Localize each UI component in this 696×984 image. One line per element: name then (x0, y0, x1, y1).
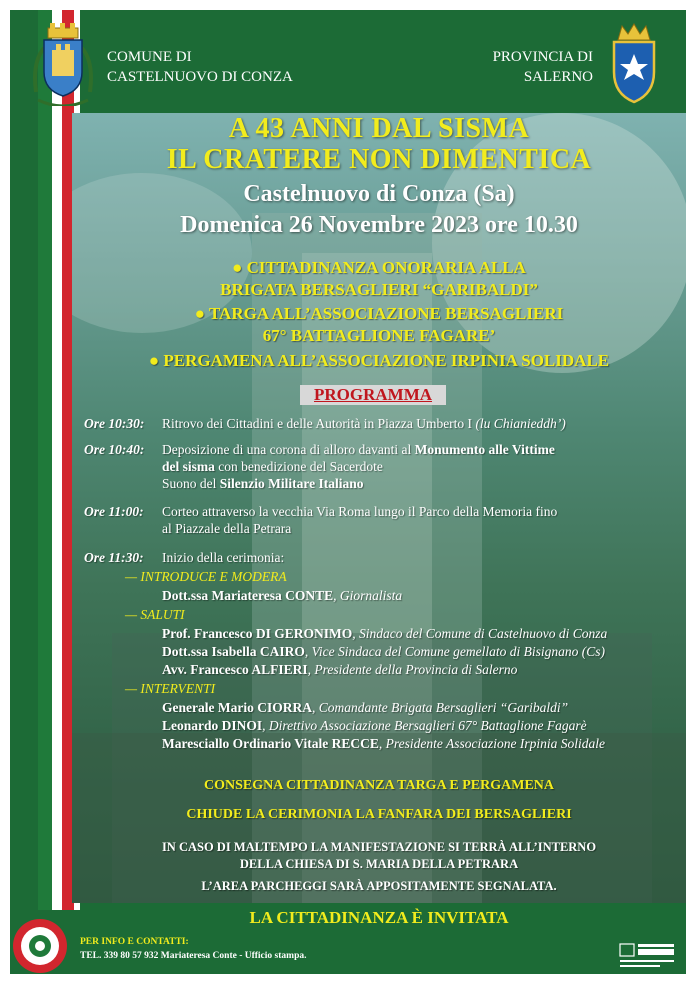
title-line2: IL CRATERE NON DIMENTICA (166, 144, 592, 175)
program-row (162, 441, 555, 458)
participant-role: , Direttivo Associazione Bersaglieri 67° Battaglione Fagarè (262, 718, 587, 733)
participant-name: Leonardo DINOI (162, 718, 263, 733)
bullet-line: BRIGATA BERSAGLIERI “GARIBALDI” (220, 280, 538, 299)
program-text-bold: Silenzio Militare Italiano (219, 476, 364, 491)
program-text: con benedizione del Sacerdote (218, 459, 383, 474)
castelnuovo-crest-icon (30, 22, 96, 106)
program-text-bold: del sisma (162, 459, 215, 474)
info-label: PER INFO E CONTATTI: (80, 937, 189, 947)
bullet-line: ● PERGAMENA ALL’ASSOCIAZIONE IRPINIA SOLIDALE (148, 351, 610, 370)
bullet-line: 67° BATTAGLIONE FAGARE’ (262, 326, 496, 345)
invitation-banner: LA CITTADINANZA È INVITATA (249, 908, 509, 927)
participant-name: Dott.ssa Mariateresa CONTE (162, 588, 334, 603)
comune-heading (107, 47, 293, 87)
participant-role: , Comandante Brigata Bersaglieri “Garibaldi” (311, 700, 569, 715)
provincia-heading (493, 47, 593, 87)
time-label: Ore 10:30: (84, 416, 145, 431)
participant-row (162, 625, 607, 642)
comune-line1: COMUNE DI (107, 49, 192, 65)
participant-row (162, 661, 517, 678)
participant-row (162, 587, 402, 604)
program-row (162, 475, 364, 492)
ribbon-green (38, 10, 52, 910)
main-panel (72, 113, 686, 903)
provincia-line2: SALERNO (523, 69, 593, 85)
weather-note: IN CASO DI MALTEMPO LA MANIFESTAZIONE SI TERRÀ ALL’INTERNO (161, 840, 597, 854)
time-label: Ore 11:30: (84, 550, 144, 565)
program-row (162, 458, 383, 475)
info-contact: TEL. 339 80 57 932 Mariateresa Conte - Ufficio stampa. (80, 951, 307, 961)
participant-role: , Giornalista (333, 588, 403, 603)
program-text-bold: Monumento alle Vittime (414, 442, 555, 457)
participant-role: , Sindaco del Comune di Castelnuovo di Conza (352, 626, 608, 641)
participant-role: , Presidente Associazione Irpinia Solidale (378, 736, 605, 751)
participant-row (162, 699, 568, 716)
participant-row (162, 717, 587, 734)
closing-line: CONSEGNA CITTADINANZA TARGA E PERGAMENA (203, 778, 555, 793)
program-row: al Piazzale della Petrara (162, 521, 292, 536)
parking-note: L’AREA PARCHEGGI SARÀ APPOSITAMENTE SEGNALATA. (201, 879, 557, 893)
bullet-line: ● CITTADINANZA ONORARIA ALLA (232, 258, 526, 277)
event-place: Castelnuovo di Conza (Sa) (243, 181, 515, 207)
event-date: Domenica 26 Novembre 2023 ore 10.30 (180, 212, 578, 238)
section-heading: — INTRODUCE E MODERA (125, 569, 287, 584)
program-row (162, 415, 566, 432)
participant-name: Generale Mario CIORRA (162, 700, 312, 715)
salerno-crest-icon (608, 22, 660, 106)
bullet-line: ● TARGA ALL’ASSOCIAZIONE BERSAGLIERI (194, 304, 564, 323)
printer-logo-icon (618, 938, 678, 972)
program-text: Deposizione di una corona di alloro davanti al (162, 442, 412, 457)
time-label: Ore 10:40: (84, 442, 145, 457)
participant-row (162, 643, 605, 660)
provincia-line1: PROVINCIA DI (492, 49, 593, 65)
section-heading: — SALUTI (125, 607, 185, 622)
ribbon-white (52, 10, 62, 910)
weather-note: DELLA CHIESA DI S. MARIA DELLA PETRARA (239, 857, 519, 871)
section-heading: — INTERVENTI (125, 681, 216, 696)
programma-label: PROGRAMMA (313, 385, 433, 404)
time-label: Ore 11:00: (84, 504, 144, 519)
participant-row (162, 735, 605, 752)
title-line1: A 43 ANNI DAL SISMA (228, 113, 530, 144)
participant-name: Dott.ssa Isabella CAIRO (162, 644, 305, 659)
comune-line2: CASTELNUOVO DI CONZA (107, 69, 293, 85)
participant-name: Avv. Francesco ALFIERI (162, 662, 308, 677)
tricolor-cockade-icon (12, 918, 68, 974)
program-text: Suono del (162, 476, 217, 491)
program-text-italic: (lu Chianieddh’) (475, 416, 566, 431)
participant-role: , Vice Sindaca del Comune gemellato di Bisignano (Cs) (304, 644, 605, 659)
participant-role: , Presidente della Provincia di Salerno (307, 662, 518, 677)
participant-name: Prof. Francesco DI GERONIMO (162, 626, 353, 641)
closing-line: CHIUDE LA CERIMONIA LA FANFARA DEI BERSAGLIERI (186, 807, 572, 822)
participant-name: Maresciallo Ordinario Vitale RECCE (162, 736, 379, 751)
program-row: Inizio della cerimonia: (162, 550, 285, 565)
program-text: Ritrovo dei Cittadini e delle Autorità in Piazza Umberto I (162, 416, 473, 431)
programma-badge (300, 385, 446, 405)
program-row: Corteo attraverso la vecchia Via Roma lungo il Parco della Memoria fino (162, 504, 558, 519)
